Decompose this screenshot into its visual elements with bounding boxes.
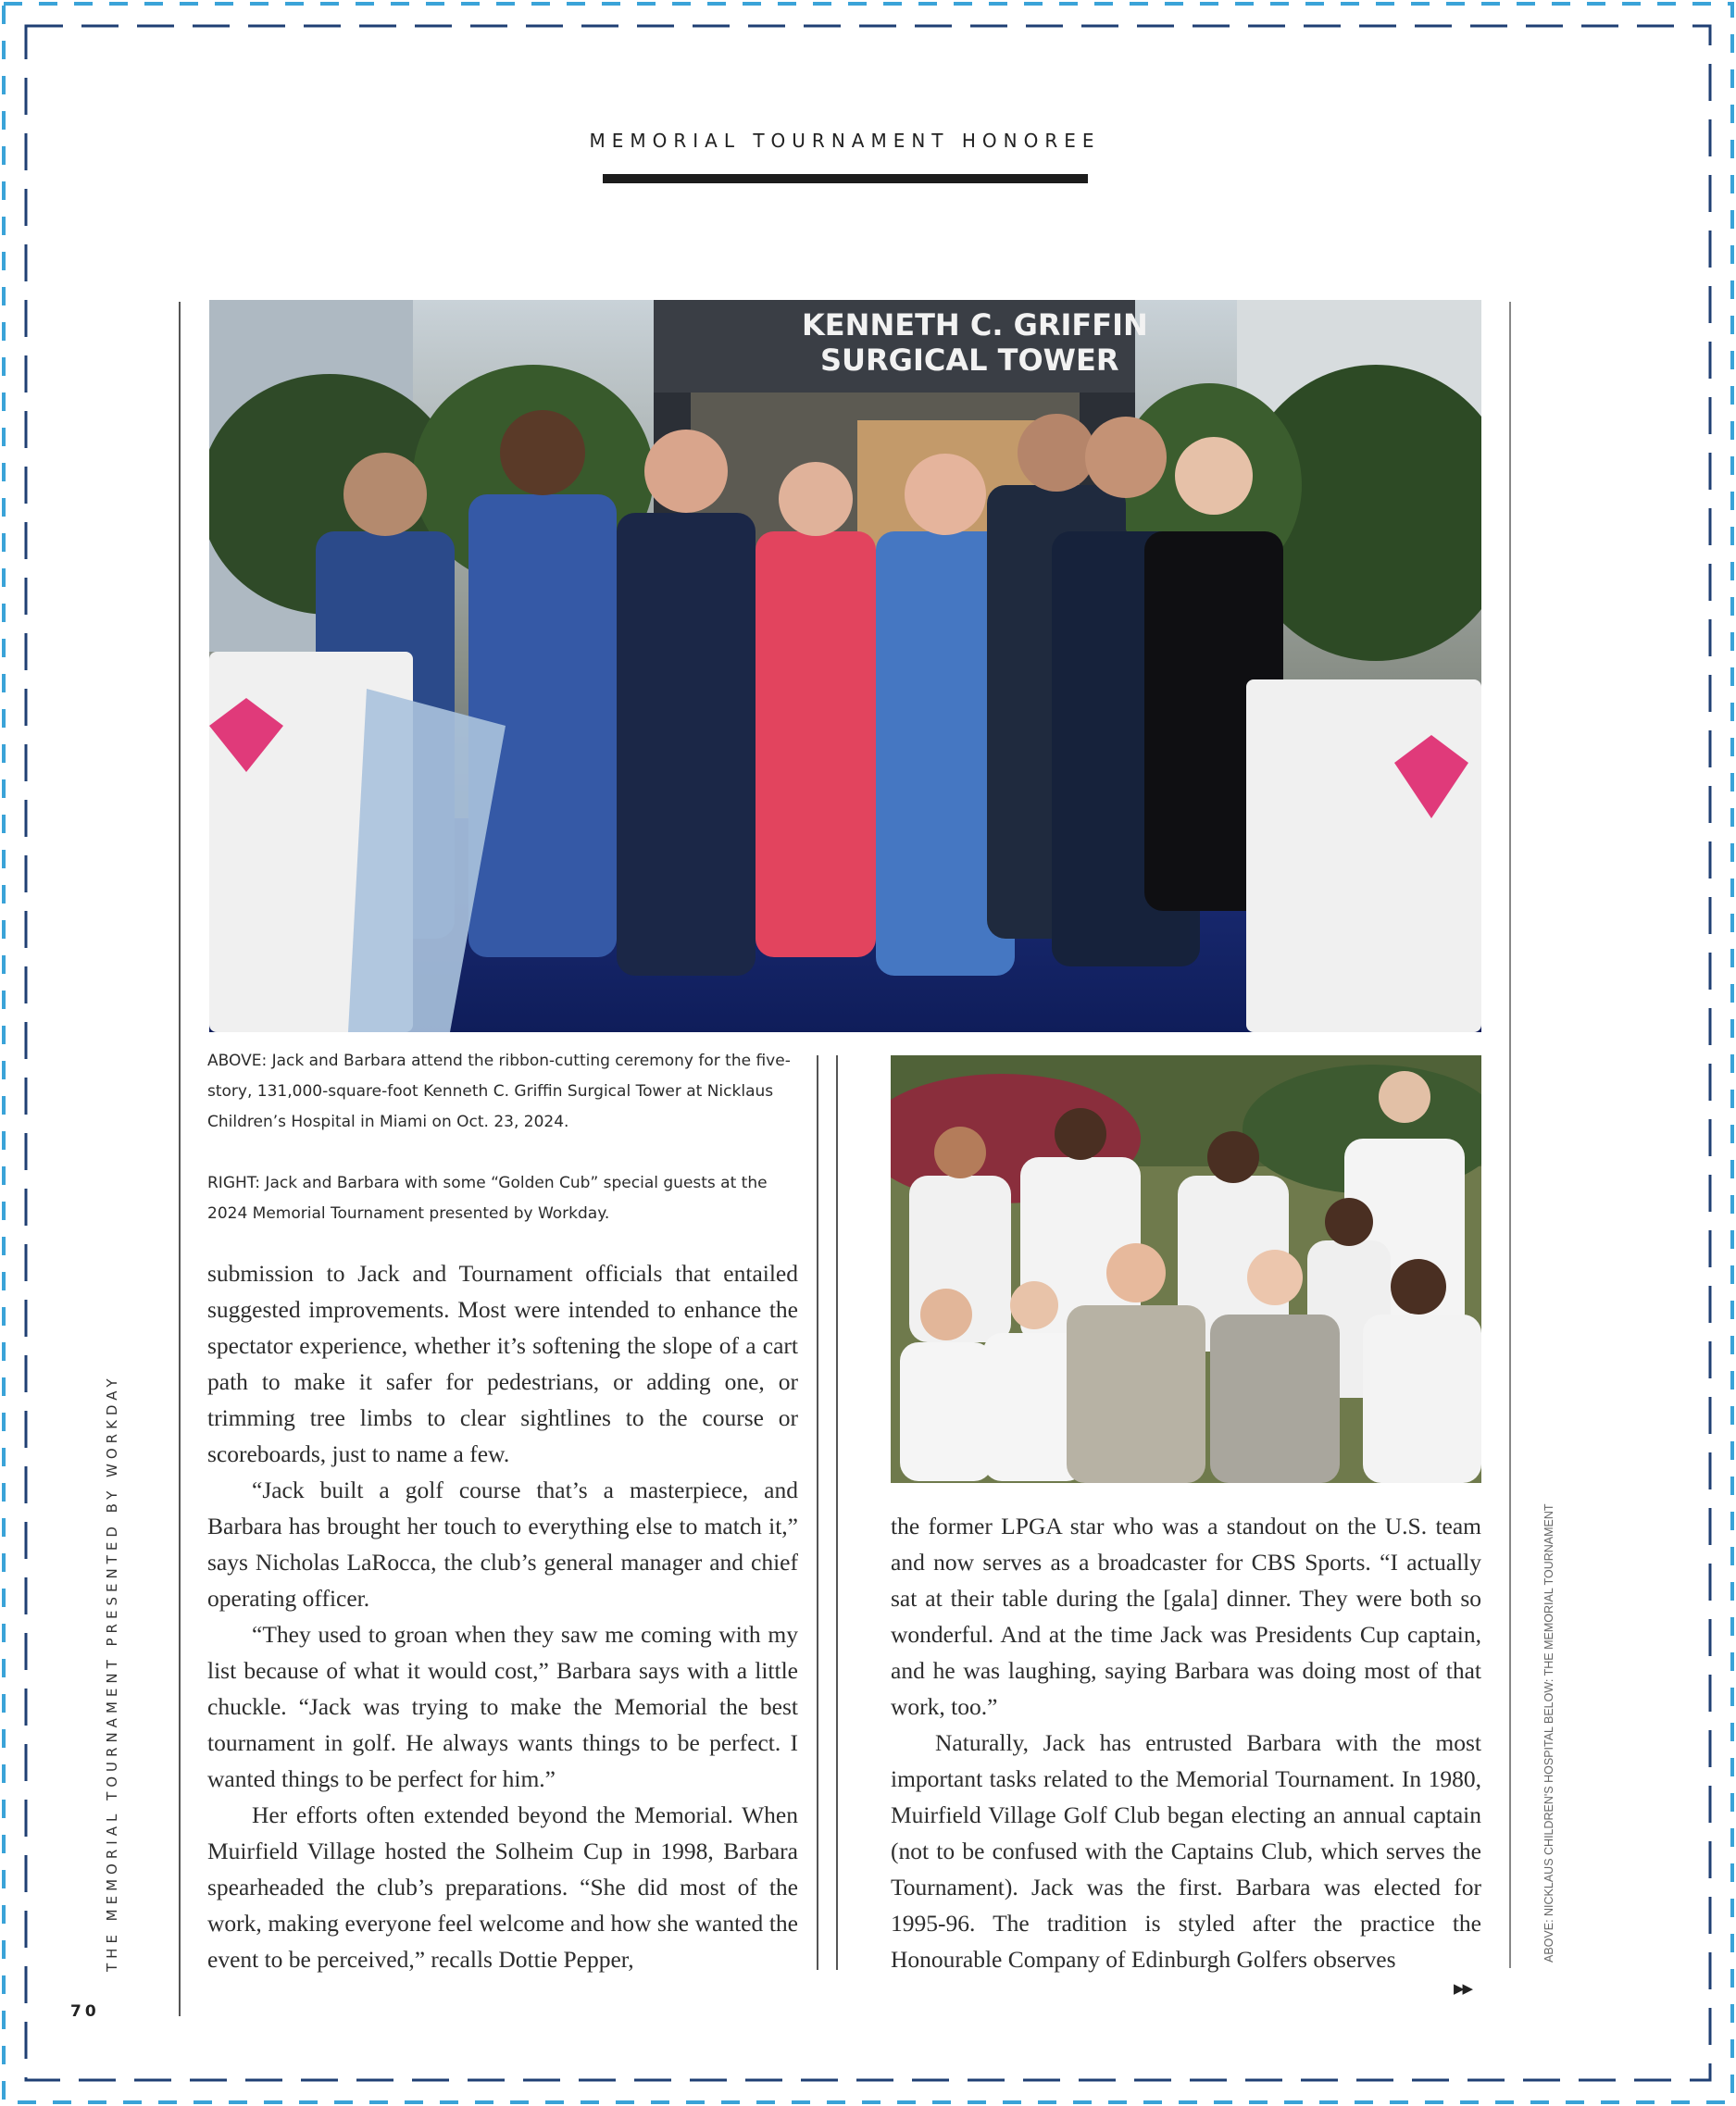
- body-right-paragraph-2: Naturally, Jack has entrusted Barbara with the most important tasks related to the Memorial Tournament. In 1980, Muirfield Village Golf Club began electing an annual captain (not to be confused with the Captains Club, which serves the Tournament). Jack was the first. Barbara was elected for 1995-96. The tradition is styled after the practice the Honourable Company of Edinburgh Golfers observes: [891, 1729, 1481, 1973]
- page-number: 70: [70, 2002, 100, 2021]
- left-margin-rule: [179, 302, 181, 2016]
- sign-text-line2: SURGICAL TOWER: [820, 343, 1119, 378]
- golden-cub-photo: [891, 1055, 1481, 1483]
- running-footer-vertical: THE MEMORIAL TOURNAMENT PRESENTED BY WORKDAY: [104, 1374, 120, 1972]
- body-left-paragraph-3: “They used to groan when they saw me coming with my list because of what it would cost,” Barbara says with a little chuckle. “Jack was trying to make the Memorial the best tournament in golf. He always wants things to be perfect. I wanted things to be perfect for him.”: [207, 1621, 798, 1792]
- body-left-paragraph-4: Her efforts often extended beyond the Memorial. When Muirfield Village hosted the Solheim Cup in 1998, Barbara spearheaded the club’s preparations. “She did most of the work, making everyone feel welcome and how she wanted the event to be perceived,” recalls Dottie Pepper,: [207, 1801, 798, 1973]
- sign-text-line1: KENNETH C. GRIFFIN: [802, 307, 1148, 343]
- section-header: MEMORIAL TOURNAMENT HONOREE: [589, 130, 1101, 152]
- body-column-right: [891, 1508, 1481, 1977]
- caption-right: RIGHT: Jack and Barbara with some “Golden Cub” special guests at the 2024 Memorial Tournament presented by Workday.: [207, 1174, 768, 1223]
- body-right-paragraph-1: the former LPGA star who was a standout on the U.S. team and now serves as a broadcaster for CBS Sports. “I actually sat at their table during the [gala] dinner. They were both so wonderful. And at the time Jack was Presidents Cup captain, and he was laughing, saying Barbara was doing most of that work, too.”: [891, 1513, 1481, 1720]
- body-left-paragraph-1: submission to Jack and Tournament officials that entailed suggested improvements. Most were intended to enhance the spectator experience, whether it’s softening the slope of a cart path to make it safer for pedestrians, or adding one, or trimming tree limbs to clear sightlines to the course or scoreboards, just to name a few.: [207, 1260, 798, 1467]
- body-left-paragraph-2: “Jack built a golf course that’s a masterpiece, and Barbara has brought her touch to everything else to match it,” says Nicholas LaRocca, the club’s general manager and chief operating officer.: [207, 1477, 798, 1612]
- photo-captions: [207, 1046, 791, 1229]
- ribbon-cutting-photo: [209, 300, 1481, 1032]
- continue-arrows-icon: ▶▶: [1454, 1980, 1472, 1997]
- body-column-left: [207, 1255, 798, 1977]
- header-rule: [603, 174, 1088, 183]
- column-rule-left: [817, 1055, 818, 1970]
- caption-above: ABOVE: Jack and Barbara attend the ribbon-cutting ceremony for the five-story, 131,000-square-foot Kenneth C. Griffin Surgical Tower at Nicklaus Children’s Hospital in Miami on Oct. 23, 2024.: [207, 1052, 791, 1131]
- column-rule-right: [836, 1055, 838, 1970]
- right-margin-rule: [1509, 302, 1511, 1968]
- photo-credit-vertical: ABOVE: NICKLAUS CHILDREN'S HOSPITAL BELOW: THE MEMORIAL TOURNAMENT: [1542, 1503, 1555, 1963]
